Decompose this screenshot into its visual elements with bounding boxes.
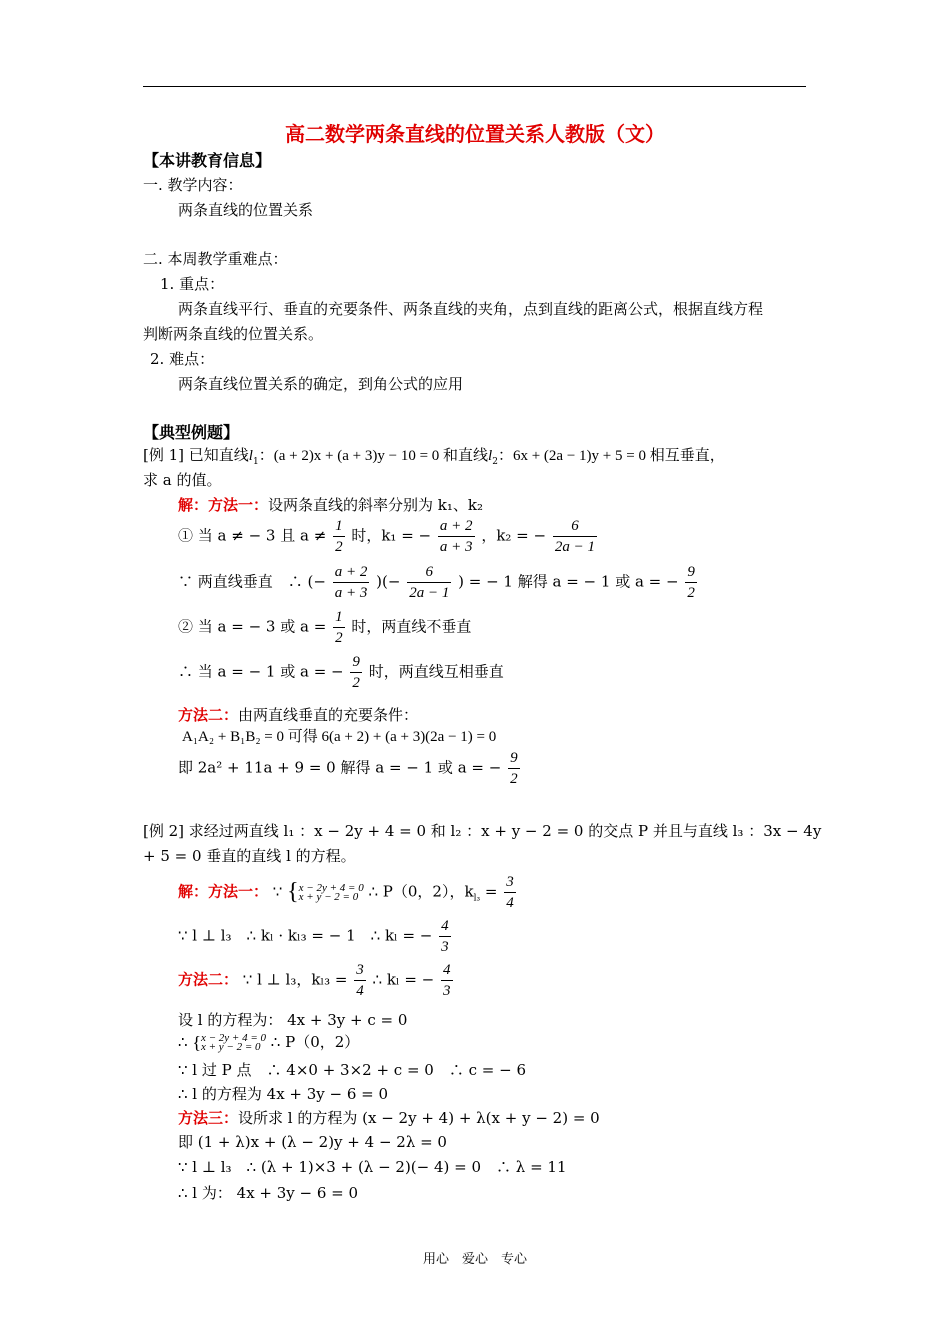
ex1-m2-res-pre: 即 2a² + 11a + 9 = 0 解得 a = − 1 或 a = −: [178, 758, 502, 777]
ex2-b2-post: ∴ P（0，2）: [270, 1033, 360, 1051]
ex2-b1: 设 l 的方程为： 4x + 3y + c = 0: [178, 1011, 408, 1029]
key-points-text-2: 判断两条直线的位置关系。: [143, 325, 324, 343]
ex1-method-1-text: 设两条直线的斜率分别为 k₁、k₂: [268, 496, 483, 514]
frac-one-half-b: $\frac{1}{2}$: [335, 609, 343, 646]
ex2-m1-because: ∵: [272, 882, 283, 901]
ex1-c2-pre: ∵ 两直线垂直 ∴ (−: [178, 572, 326, 591]
ex1-l1: l: [248, 448, 253, 464]
example-2-question: [例 2] 求经过两直线 l₁ ：x − 2y + 4 = 0 和 l₂ ：x + y − 2 = 0 的交点 P 并且与直线 l₃ ：3x − 4y: [143, 822, 822, 840]
section-2-label: 二. 本周教学重难点：: [143, 250, 288, 268]
ex1-c1-pre: ① 当 a ≠ − 3 且 a ≠: [178, 526, 327, 545]
ex2-c1: 即 (1 + λ)x + (λ − 2)y + 4 − 2λ = 0: [178, 1133, 447, 1151]
frac-nine-half-b: $\frac{9}{2}$: [352, 654, 360, 691]
ex2-system: x − 2y + 4 = 0 x + y − 2 = 0: [298, 881, 364, 903]
ex2-b3: ∵ l 过 P 点 ∴ 4×0 + 3×2 + c = 0 ∴ c = − 6: [178, 1061, 526, 1079]
ex2-b2-pre: ∴: [178, 1033, 188, 1051]
ex2-system-2: x − 2y + 4 = 0 x + y − 2 = 0: [200, 1032, 267, 1053]
ex1-method-2-result: [178, 748, 522, 789]
frac-four-third-b: $\frac{4}{3}$: [443, 962, 451, 999]
ex2-method-3-text: 设所求 l 的方程为 (x − 2y + 4) + λ(x + y − 2) = 0: [238, 1109, 600, 1127]
key-points-text-1: 两条直线平行、垂直的充要条件、两条直线的夹角，点到直线的距离公式，根据直线方程: [178, 300, 764, 318]
ex1-c4-pre: ∴ 当 a = − 1 或 a = −: [178, 662, 344, 681]
frac-three-quarter: $\frac{3}{4}$: [506, 874, 514, 911]
ex2-method-1-step: [178, 916, 453, 957]
ex1-l2-sub: 2: [492, 457, 498, 467]
key-points-label: 1. 重点：: [160, 275, 225, 293]
ex2-method-1-label: 解：方法一：: [178, 882, 269, 901]
frac-k1-b: $\frac{a + 2}{a + 3}$: [334, 564, 368, 601]
section-1-label: 一. 教学内容：: [143, 176, 243, 194]
ex1-method-2: [178, 704, 418, 725]
ex1-method-2-text: 由两直线垂直的充要条件：: [238, 706, 419, 724]
ex1-c2-mid: )(−: [376, 572, 401, 591]
ex2-a1: ∵ l ⊥ l₃ ∴ kₗ · kₗ₃ = − 1 ∴ kₗ = −: [178, 926, 433, 945]
ex1-case-3: [178, 607, 471, 648]
section-1-text: 两条直线的位置关系: [178, 201, 314, 219]
ex1-eq1: ：(a + 2)x + (a + 3)y − 10 = 0 和直线: [258, 448, 489, 464]
example-1-question: [143, 444, 725, 467]
info-header: 【本讲教育信息】: [143, 151, 272, 170]
difficulty-label: 2. 难点：: [150, 350, 215, 368]
ex2-method-1: [178, 872, 518, 913]
page-footer: 用心 爱心 专心: [422, 1252, 527, 1267]
frac-four-third: $\frac{4}{3}$: [441, 918, 449, 955]
examples-header: 【典型例题】: [143, 423, 240, 442]
example-1-question-2: 求 a 的值。: [143, 471, 222, 489]
left-brace-icon-2: {: [192, 1032, 201, 1053]
ex2-b4: ∴ l 的方程为 4x + 3y − 6 = 0: [178, 1085, 389, 1103]
ex2-c2: ∵ l ⊥ l₃ ∴ (λ + 1)×3 + (λ − 2)(− 4) = 0 ∴ λ = 11: [178, 1158, 567, 1176]
ex2-method-2-label: 方法二：: [178, 970, 239, 989]
ex2-method-3-label: 方法三：: [178, 1109, 239, 1127]
ex1-solution-line: [178, 494, 483, 515]
ex1-l2: l: [488, 448, 493, 464]
ex2-c3: ∴ l 为： 4x + 3y − 6 = 0: [178, 1184, 359, 1202]
ex2-m2-pre: ∵ l ⊥ l₃，kₗ₃ =: [242, 970, 348, 989]
frac-nine-half: $\frac{9}{2}$: [687, 564, 695, 601]
ex2-sub-l3: l₃: [473, 893, 481, 904]
ex1-method-2-eq: A₁A₂ + B₁B₂ = 0 可得 6(a + 2) + (a + 3)(2a − 1) = 0: [182, 729, 497, 745]
ex1-case-2: [178, 562, 699, 603]
ex1-c3-pre: ② 当 a = − 3 或 a =: [178, 617, 327, 636]
frac-k2-b: $\frac{6}{2a - 1}$: [409, 564, 450, 601]
frac-nine-half-c: $\frac{9}{2}$: [510, 750, 518, 787]
ex1-case-1: [178, 516, 599, 557]
ex1-eq2: ：6x + (2a − 1)y + 5 = 0 相互垂直，: [497, 448, 725, 464]
header-rule: [143, 86, 806, 87]
difficulty-text: 两条直线位置关系的确定，到角公式的应用: [178, 375, 464, 393]
ex1-c1-k2: ，k₂ = −: [481, 526, 547, 545]
frac-one-half: $\frac{1}{2}$: [335, 518, 343, 555]
ex1-c1-mid: 时，k₁ = −: [351, 526, 432, 545]
page-title: 高二数学两条直线的位置关系人教版（文）: [285, 122, 665, 146]
ex2-method-3: [178, 1107, 600, 1128]
ex2-b2: [178, 1031, 359, 1054]
ex2-eq-sign: =: [484, 882, 498, 901]
frac-k2: $\frac{6}{2a - 1}$: [554, 518, 595, 555]
ex1-l1-sub: 1: [252, 457, 259, 467]
example-2-question-2: + 5 = 0 垂直的直线 l 的方程。: [143, 847, 356, 865]
ex1-method-2-label: 方法二：: [178, 706, 239, 724]
ex2-m1-post: ∴ P（0，2），k: [368, 882, 474, 901]
ex1-method-1-label: 解：方法一：: [178, 496, 269, 514]
ex2-m2-post: ∴ kₗ = −: [372, 970, 435, 989]
ex1-q-prefix: [例 1] 已知直线: [143, 446, 249, 464]
ex2-method-2: [178, 960, 455, 1001]
frac-k1: $\frac{a + 2}{a + 3}$: [439, 518, 473, 555]
ex1-case-4: [178, 652, 504, 693]
ex1-c4-post: 时，两直线互相垂直: [368, 662, 504, 681]
frac-three-quarter-b: $\frac{3}{4}$: [356, 962, 364, 999]
ex1-c3-post: 时，两直线不垂直: [351, 617, 472, 636]
ex1-c2-post: ) = − 1 解得 a = − 1 或 a = −: [458, 572, 679, 591]
left-brace-icon: {: [287, 879, 299, 905]
